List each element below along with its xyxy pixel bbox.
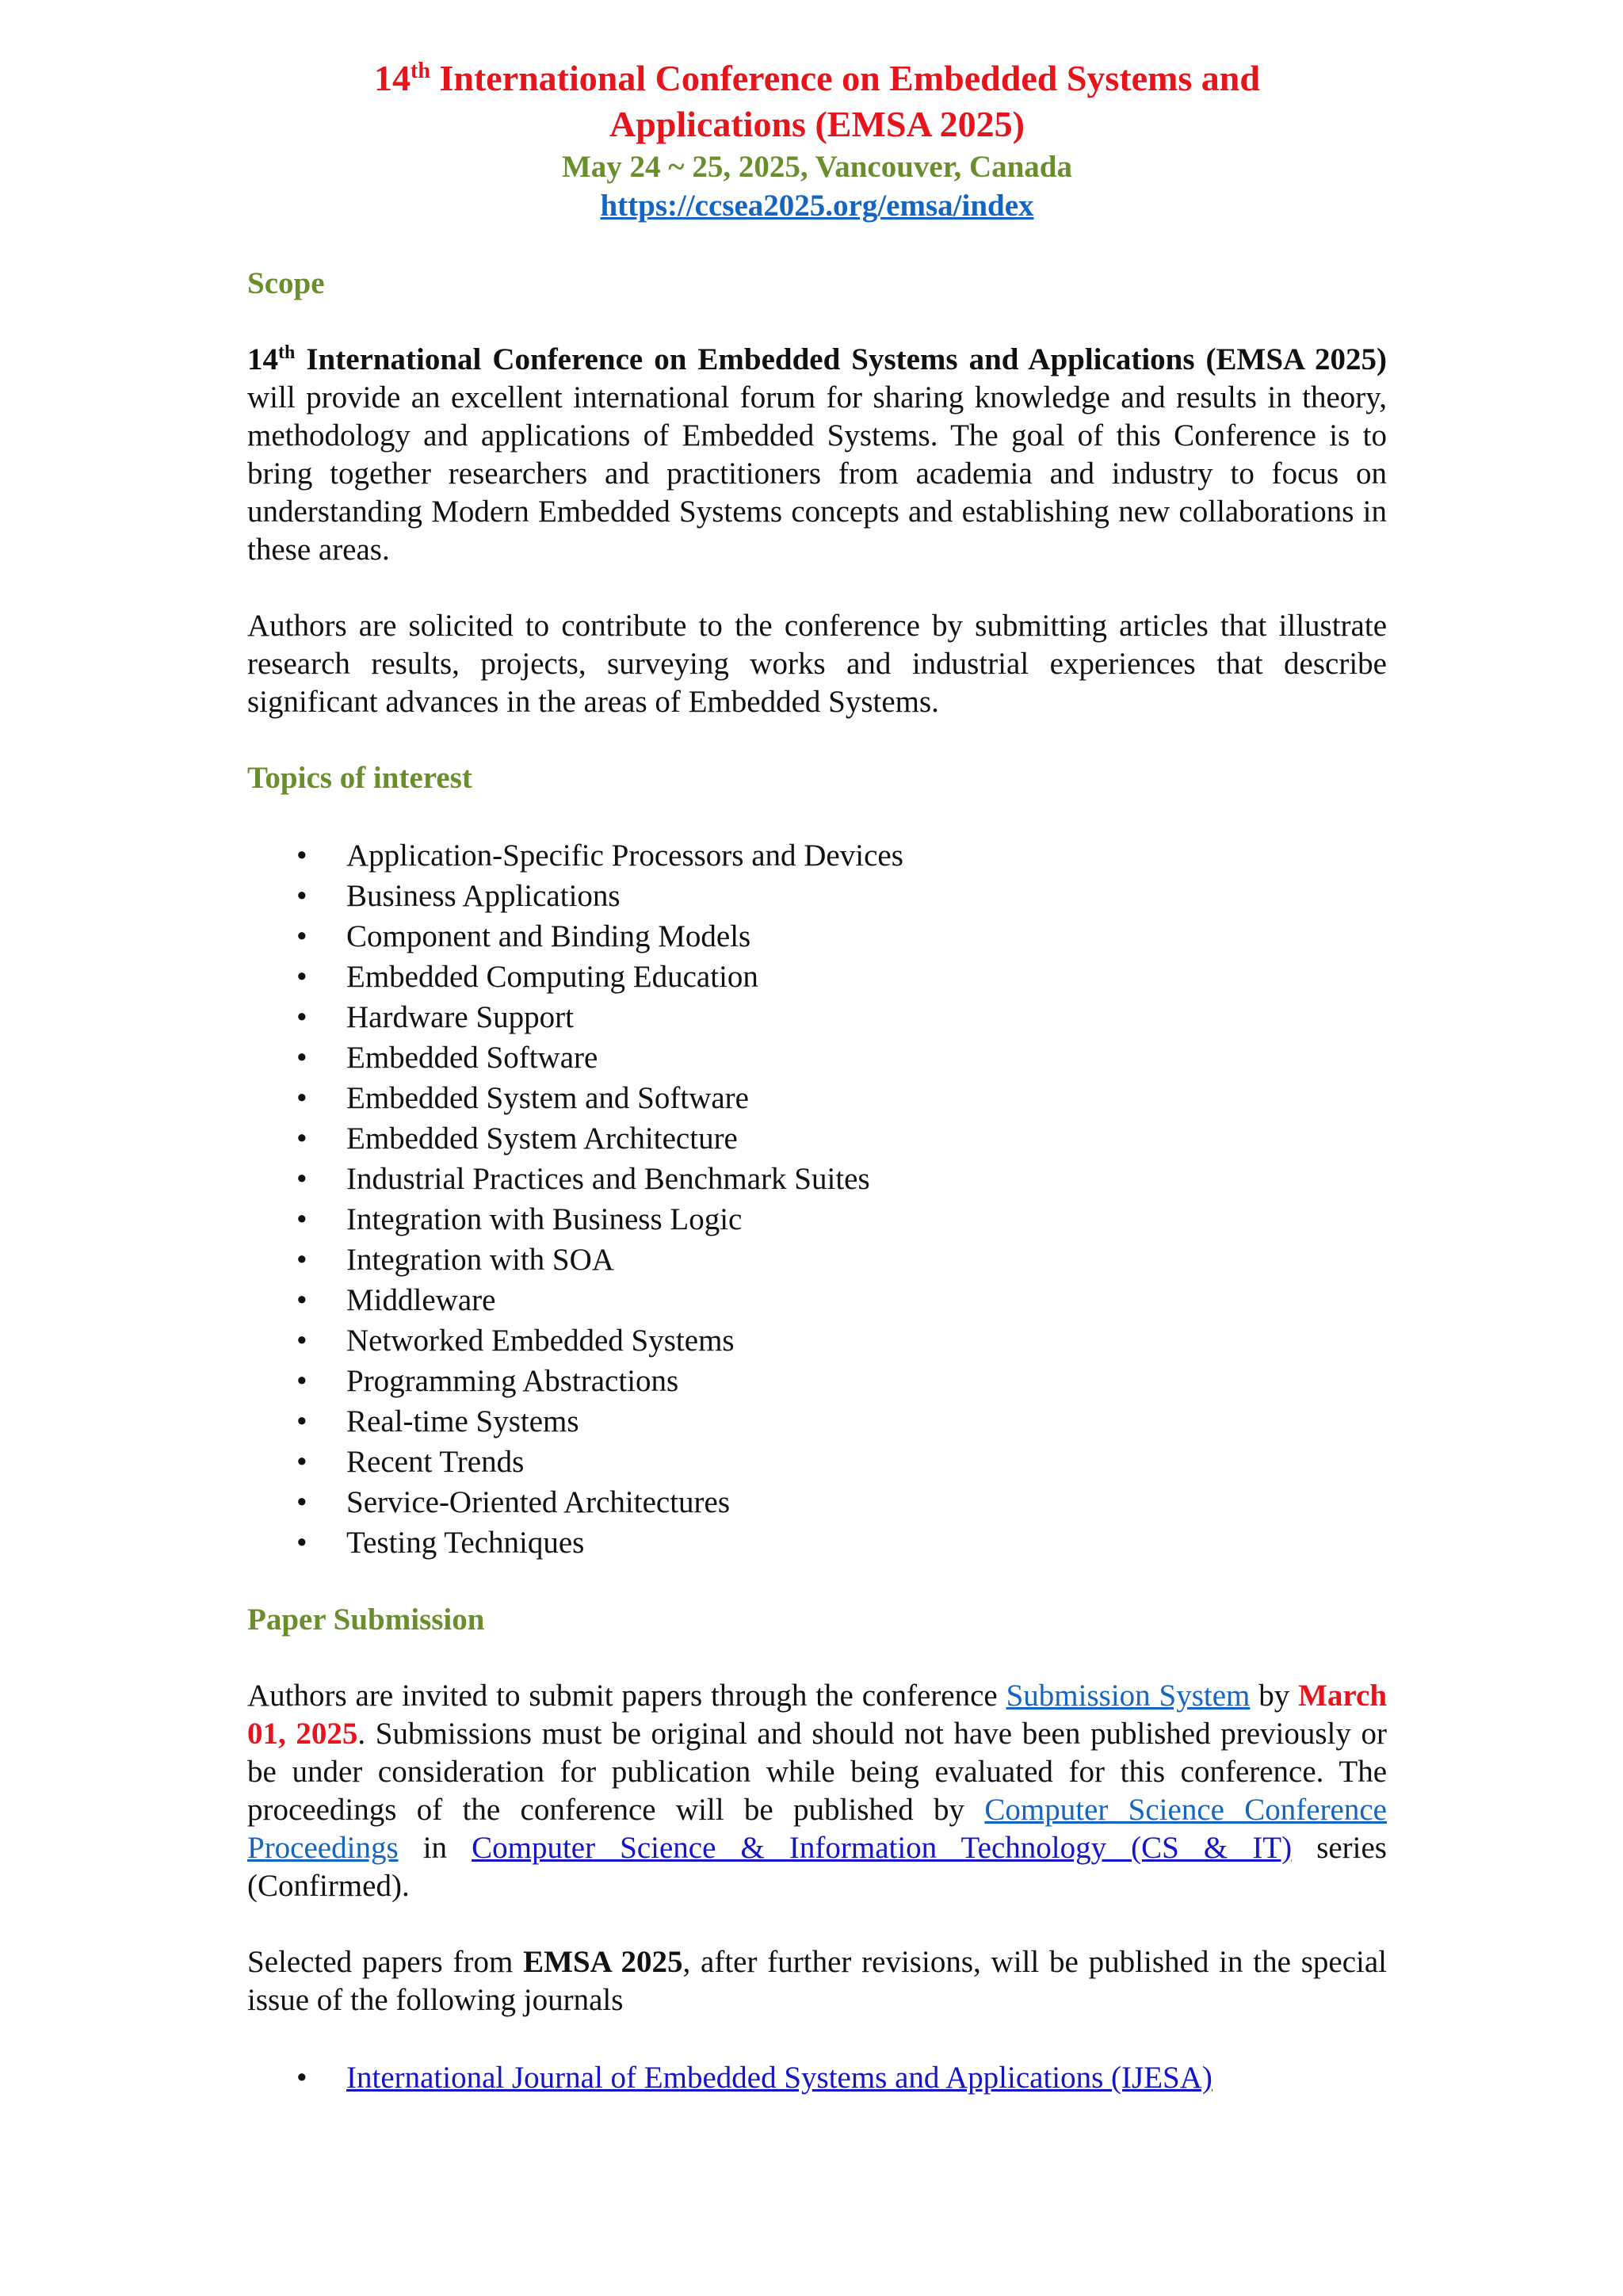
list-item: • Embedded Computing Education <box>247 957 1387 997</box>
topics-list <box>247 835 1387 1563</box>
list-item: • Real-time Systems <box>247 1401 1387 1442</box>
submission-heading: Paper Submission <box>247 1603 485 1637</box>
title-line-1: International Conference on Embedded Systems and <box>430 58 1260 98</box>
list-item: • Integration with SOA <box>247 1240 1387 1280</box>
list-item: • Component and Binding Models <box>247 916 1387 957</box>
submission-p2-text-b: , after further revisions, will be published in the special issue of the following journals <box>247 1945 1387 2017</box>
list-item: • Business Applications <box>247 876 1387 916</box>
submission-system-link[interactable]: Submission System <box>1006 1679 1251 1713</box>
list-item: • Embedded System and Software <box>247 1078 1387 1118</box>
scope-p1-conference-name: International Conference on Embedded Systems and Applications (EMSA 2025) <box>295 342 1387 376</box>
journal-link-ijesa[interactable]: International Journal of Embedded Systems and Applications (IJESA) <box>346 2061 1212 2095</box>
list-item <box>247 2057 1387 2098</box>
list-item: • Recent Trends <box>247 1442 1387 1482</box>
submission-paragraph-2 <box>247 1943 1387 2019</box>
conference-date-location: May 24 ~ 25, 2025, Vancouver, Canada <box>562 150 1072 184</box>
list-item: • Service-Oriented Architectures <box>247 1482 1387 1522</box>
title-number: 14 <box>374 58 411 98</box>
submission-p1-text-a: Authors are invited to submit papers through the conference <box>247 1679 1006 1713</box>
scope-p1-text: will provide an excellent international forum for sharing knowledge and results in theory, methodology and applications of Embedded Systems. The goal of this Conference is to bring together researchers and practitioners from academia and industry to focus on understanding Modern Embedded Systems concepts and establishing new collaborations in these areas. <box>247 380 1387 567</box>
submission-p2-text-a: Selected papers from <box>247 1945 524 1979</box>
list-item: • Testing Techniques <box>247 1522 1387 1563</box>
conference-title-line-2: Applications (EMSA 2025) <box>609 104 1025 144</box>
scope-p1-superscript: th <box>278 342 296 363</box>
list-item: • Embedded Software <box>247 1037 1387 1078</box>
list-item: • Hardware Support <box>247 997 1387 1037</box>
submission-paragraph-1 <box>247 1677 1387 1905</box>
scope-paragraph-2: Authors are solicited to contribute to the conference by submitting articles that illustrate research results, projects, surveying works and industrial experiences that describe significant advances in the areas of Embedded Systems. <box>247 609 1387 719</box>
submission-p1-text-d: in <box>398 1831 472 1865</box>
list-item: • Embedded System Architecture <box>247 1118 1387 1159</box>
list-item: • Integration with Business Logic <box>247 1199 1387 1240</box>
submission-p1-text-c: . Submissions must be original and should not have been published previously or be under consideration for publication while being evaluated for this conference. The proceedings of the conference will be published by <box>247 1717 1387 1827</box>
topics-heading: Topics of interest <box>247 761 472 795</box>
submission-p1-text-e: series (Confirmed). <box>247 1831 1387 1903</box>
conference-header <box>247 55 1387 225</box>
list-item: • Programming Abstractions <box>247 1361 1387 1401</box>
list-item: • Application-Specific Processors and Devices <box>247 835 1387 876</box>
proceedings-link[interactable]: Computer Science Conference Proceedings <box>247 1793 1387 1865</box>
list-item: • Networked Embedded Systems <box>247 1320 1387 1361</box>
scope-p1-number: 14 <box>247 342 278 376</box>
submission-p1-text-b: by <box>1250 1679 1299 1713</box>
submission-deadline: March 01, 2025 <box>247 1679 1388 1751</box>
title-superscript: th <box>411 59 430 83</box>
list-item: • Middleware <box>247 1280 1387 1320</box>
submission-p2-conference: EMSA 2025 <box>523 1945 683 1979</box>
scope-heading: Scope <box>247 266 325 300</box>
scope-paragraph-1 <box>247 341 1387 569</box>
conference-title <box>247 55 1387 101</box>
csit-series-link[interactable]: Computer Science & Information Technology (CS & IT) <box>472 1831 1293 1865</box>
document-page <box>247 55 1387 2098</box>
conference-url-link[interactable]: https://ccsea2025.org/emsa/index <box>600 189 1034 223</box>
list-item: • Industrial Practices and Benchmark Suites <box>247 1159 1387 1199</box>
journals-list <box>247 2057 1387 2098</box>
